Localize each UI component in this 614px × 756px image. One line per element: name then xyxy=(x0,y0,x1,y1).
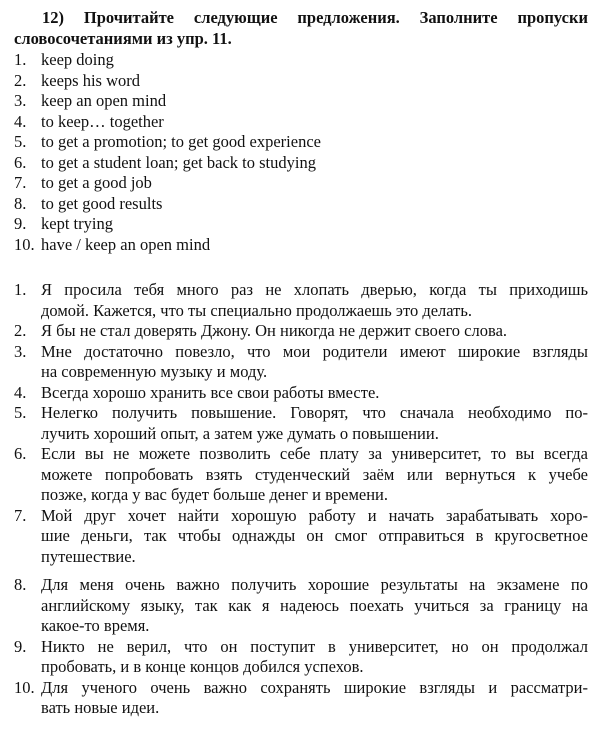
text-line: Я просила тебя много раз не хлопать дверью, когда ты приходишь xyxy=(41,280,588,299)
item-number: 6. xyxy=(14,152,27,172)
translation-text xyxy=(41,637,588,678)
answer-text: to keep… together xyxy=(41,111,164,131)
item-number: 8. xyxy=(14,575,27,594)
item-number: 3. xyxy=(14,341,27,361)
answer-item xyxy=(14,50,588,71)
item-number: 9. xyxy=(14,636,27,656)
text-line: Всегда хорошо хранить все свои работы вместе. xyxy=(41,382,380,402)
translation-item xyxy=(14,321,588,342)
answer-item xyxy=(14,91,588,112)
text-line: на современную музыку и моду. xyxy=(41,362,268,381)
translation-text xyxy=(41,321,588,342)
answer-item xyxy=(14,71,588,92)
exercise-title xyxy=(14,8,588,49)
text-line: Для меня очень важно получить хорошие результаты на экзамене по xyxy=(41,575,588,594)
item-number: 8. xyxy=(14,193,27,213)
item-number: 10. xyxy=(14,677,35,697)
answer-text: to get good results xyxy=(41,193,163,213)
text-line: можете попробовать взять студенческий заём или вернуться к учебе xyxy=(41,464,588,484)
text-line: Я бы не стал доверять Джону. Он никогда не держит своего слова. xyxy=(41,321,508,340)
translation-item xyxy=(14,506,588,568)
translation-text xyxy=(41,342,588,383)
translation-text xyxy=(41,280,588,321)
item-number: 2. xyxy=(14,321,27,340)
text-line: путешествие. xyxy=(41,546,136,566)
translation-text xyxy=(41,403,588,444)
title-line: словосочетаниями из упр. 11. xyxy=(14,28,232,48)
answers-list xyxy=(14,50,588,255)
answer-text: keeps his word xyxy=(41,70,140,90)
text-line: шие деньги, так чтобы однажды он смог отправиться в кругосветное xyxy=(41,526,588,545)
text-line: Нелегко получить повышение. Говорят, что сначала необходимо по- xyxy=(41,403,588,422)
item-number: 4. xyxy=(14,382,27,402)
answer-text: to get a good job xyxy=(41,173,152,192)
text-line: лучить хороший опыт, а затем уже думать о повышении. xyxy=(41,423,439,443)
text-line: Никто не верил, что он поступит в университет, но он продолжал xyxy=(41,636,588,656)
title-line: 12) Прочитайте следующие предложения. Заполните пропуски xyxy=(42,8,588,27)
item-number: 2. xyxy=(14,70,27,90)
text-line: позже, когда у вас будет больше денег и времени. xyxy=(41,485,388,504)
answer-item xyxy=(14,153,588,174)
item-number: 7. xyxy=(14,505,27,525)
item-number: 5. xyxy=(14,403,27,422)
item-number: 10. xyxy=(14,234,35,254)
translation-text xyxy=(41,678,588,719)
answer-text: to get a promotion; to get good experience xyxy=(41,132,321,151)
translation-item xyxy=(14,383,588,404)
answer-item xyxy=(14,132,588,153)
answer-text: keep doing xyxy=(41,50,114,69)
item-number: 3. xyxy=(14,91,27,110)
answer-item xyxy=(14,214,588,235)
item-number: 6. xyxy=(14,444,27,463)
item-number: 5. xyxy=(14,132,27,151)
answer-item xyxy=(14,194,588,215)
translation-item xyxy=(14,280,588,321)
translation-item xyxy=(14,342,588,383)
translation-text xyxy=(41,383,588,404)
translation-text xyxy=(41,444,588,506)
answer-text: have / keep an open mind xyxy=(41,234,211,254)
text-line: вать новые идеи. xyxy=(41,698,160,717)
item-number: 7. xyxy=(14,173,27,192)
answer-item xyxy=(14,173,588,194)
text-line: английскому языку, так как я надеюсь поехать учиться за границу на xyxy=(41,595,588,615)
item-number: 9. xyxy=(14,214,27,233)
answer-text: keep an open mind xyxy=(41,91,167,110)
text-line: какое-то время. xyxy=(41,616,150,635)
translation-text xyxy=(41,506,588,568)
answer-text: to get a student loan; get back to studying xyxy=(41,152,316,172)
text-line: пробовать, и в конце концов добился успехов. xyxy=(41,657,364,676)
text-line: Если вы не можете позволить себе плату за университет, то вы всегда xyxy=(41,444,588,463)
translation-item xyxy=(14,403,588,444)
item-number: 1. xyxy=(14,50,27,69)
translation-item xyxy=(14,575,588,637)
text-line: Мне достаточно повезло, что мои родители имеют широкие взгляды xyxy=(41,341,588,361)
answer-item xyxy=(14,112,588,133)
answer-text: kept trying xyxy=(41,214,113,233)
text-line: домой. Кажется, что ты специально продолжаешь это делать. xyxy=(41,300,473,320)
item-number: 1. xyxy=(14,280,27,299)
translation-item xyxy=(14,444,588,506)
item-number: 4. xyxy=(14,111,27,131)
translations-list xyxy=(14,280,588,719)
translation-text xyxy=(41,575,588,637)
text-line: Мой друг хочет найти хорошую работу и начать зарабатывать хоро- xyxy=(41,505,588,525)
text-line: Для ученого очень важно сохранять широкие взгляды и рассматри- xyxy=(41,677,588,697)
translation-item xyxy=(14,678,588,719)
answer-item xyxy=(14,235,588,256)
translation-item xyxy=(14,637,588,678)
